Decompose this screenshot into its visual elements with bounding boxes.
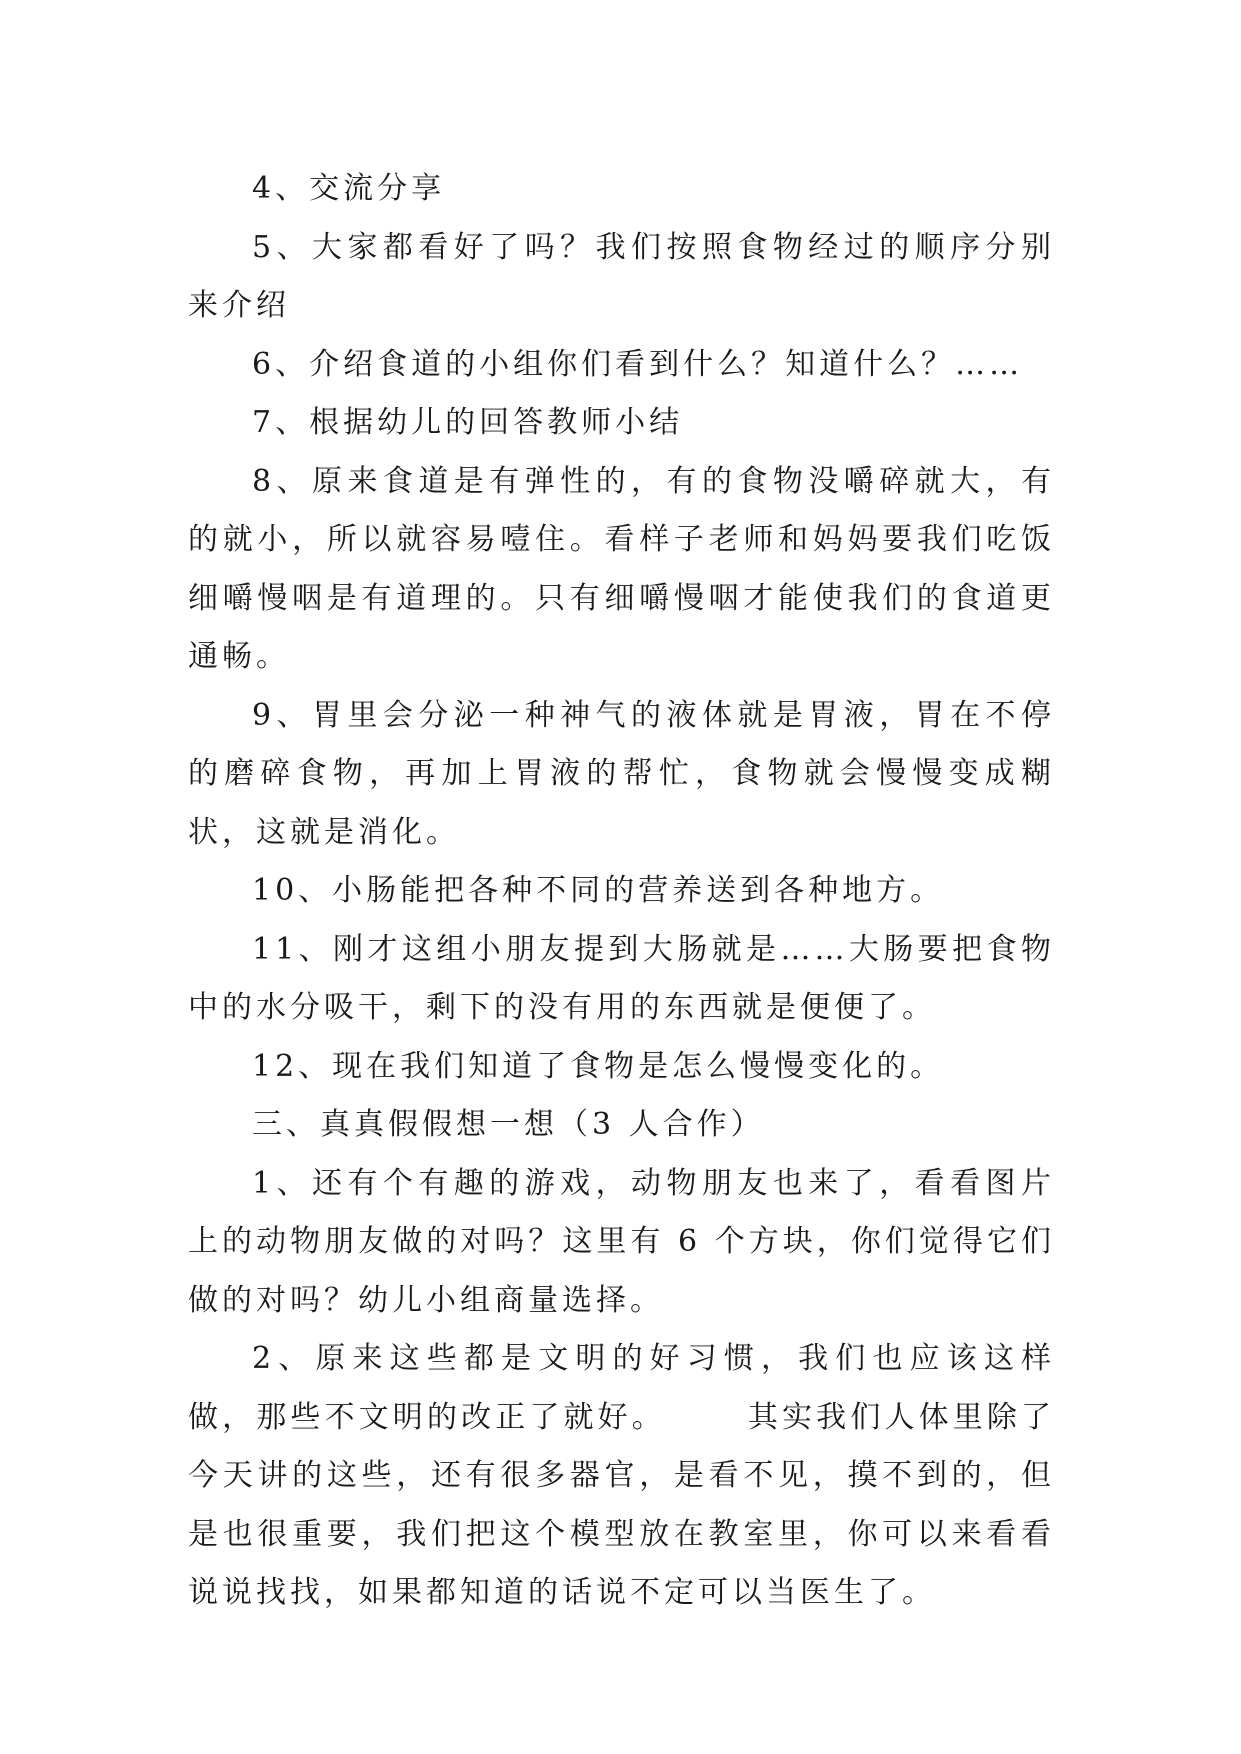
paragraph-step-4: 4、交流分享 (252, 171, 446, 206)
section-heading-3: 三、真真假假想一想（3 人合作） (252, 1107, 765, 1142)
paragraph-game-1: 1、还有个有趣的游戏，动物朋友也来了，看看图片上的动物朋友做的对吗？这里有 6 个方块，你们觉得它们做的对吗？幼儿小组商量选择。 (188, 1165, 1055, 1318)
paragraph-step-12: 12、现在我们知道了食物是怎么慢慢变化的。 (252, 1048, 945, 1084)
paragraph-step-8: 8、原来食道是有弹性的，有的食物没嚼碎就大，有的就小，所以就容易噎住。看样子老师和妈妈要我们吃饭细嚼慢咽是有道理的。只有细嚼慢咽才能使我们的食道更通畅。 (188, 463, 1055, 674)
document-body (188, 160, 1055, 1623)
paragraph-step-9: 9、胃里会分泌一种神气的液体就是胃液，胃在不停的磨碎食物，再加上胃液的帮忙，食物就会慢慢变成糊状，这就是消化。 (188, 697, 1055, 850)
paragraph-step-11: 11、刚才这组小朋友提到大肠就是……大肠要把食物中的水分吸干，剩下的没有用的东西就是便便了。 (188, 931, 1055, 1025)
paragraph-step-10: 10、小肠能把各种不同的营养送到各种地方。 (252, 873, 945, 908)
paragraph-step-5: 5、大家都看好了吗？我们按照食物经过的顺序分别来介绍 (188, 229, 1055, 323)
paragraph-game-2: 2、原来这些都是文明的好习惯，我们也应该这样做，那些不文明的改正了就好。 其实我们人体里除了今天讲的这些，还有很多器官，是看不见，摸不到的，但是也很重要，我们把这个模型放在教室里，你可以来看看说说找找，如果都知道的话说不定可以当医生了。 (188, 1341, 1055, 1610)
paragraph-step-6: 6、介绍食道的小组你们看到什么？知道什么？…… (252, 346, 1024, 382)
paragraph-step-7: 7、根据幼儿的回答教师小结 (252, 405, 684, 440)
